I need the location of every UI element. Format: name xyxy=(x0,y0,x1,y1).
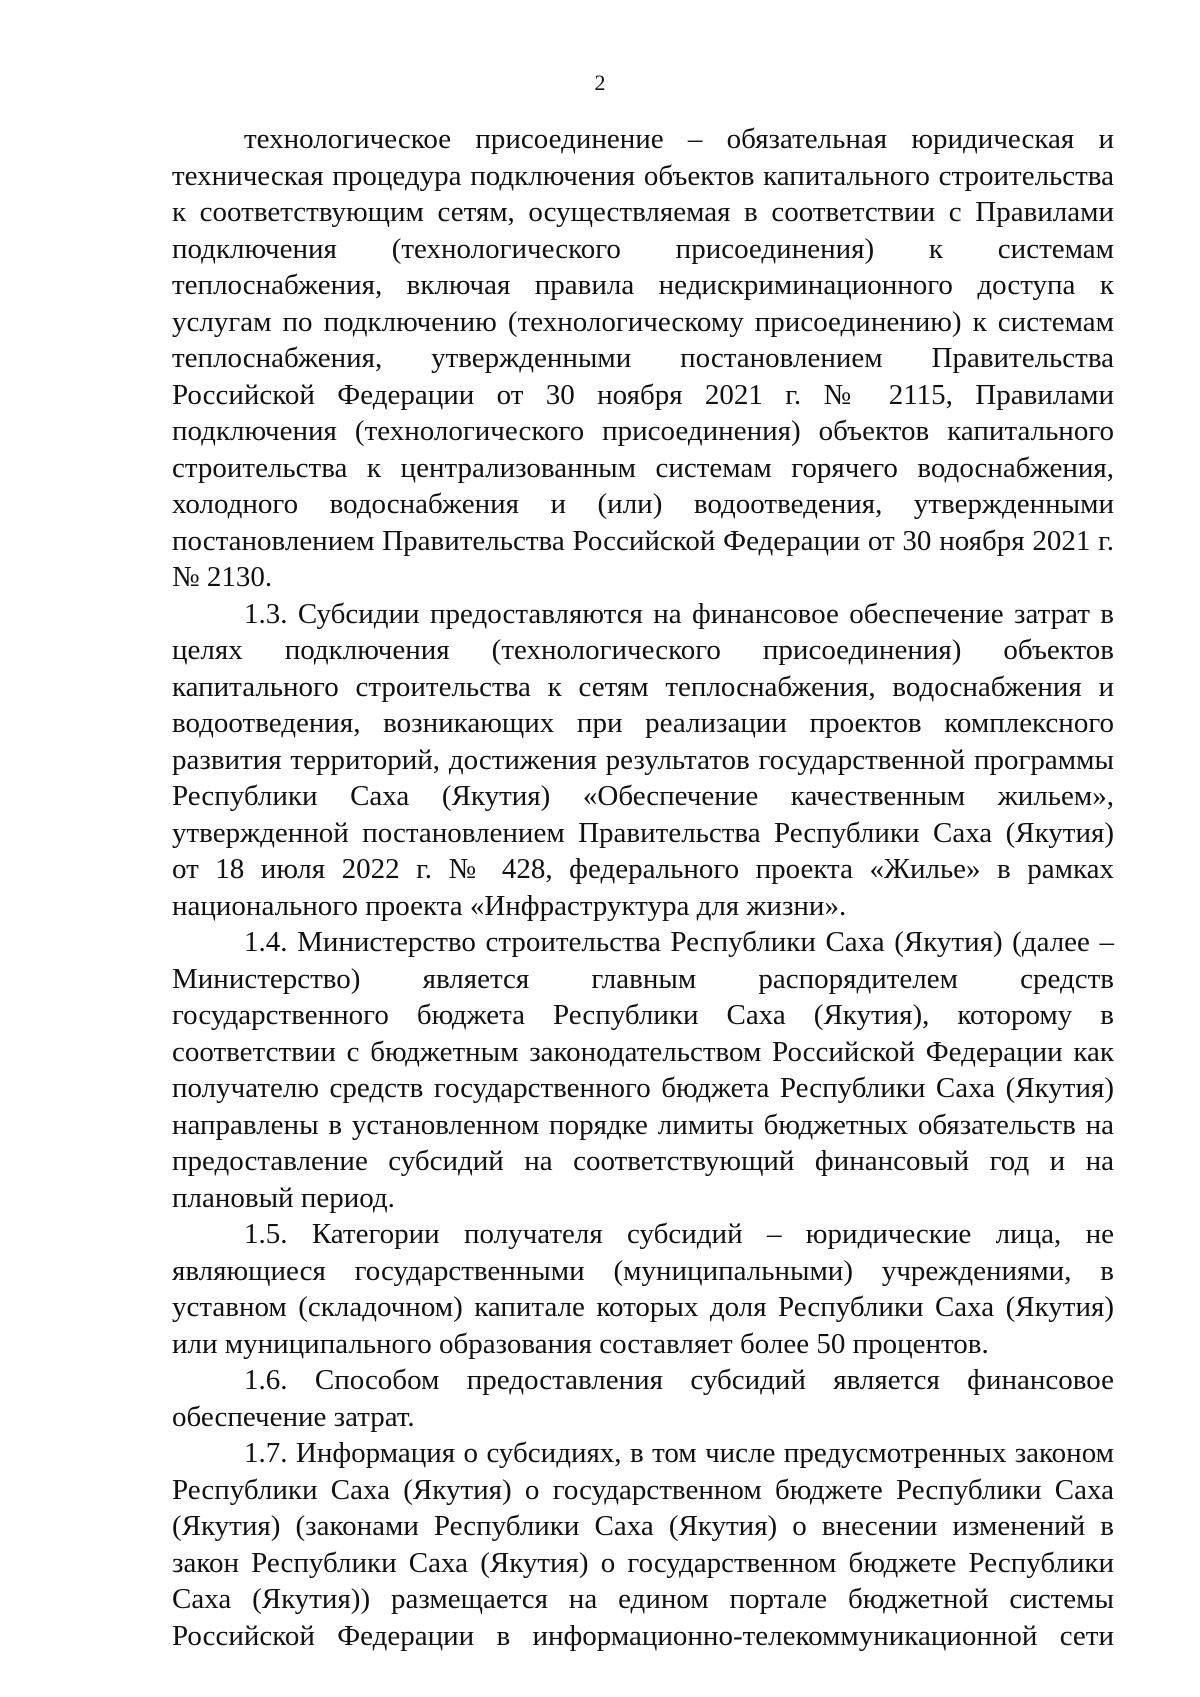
page-number: 2 xyxy=(594,70,606,95)
paragraph-clause-1-3: 1.3. Субсидии предоставляются на финансовое обеспечение затрат в целях подключения (технологического присоединения) объектов капитального строительства к сетям теплоснабжения, водоснабжения и водоотведения, возникающих при реализации проектов комплексного развития территорий, достижения результатов государственной программы Республики Саха (Якутия) «Обеспечение качественным жильем», утвержденной постановлением Правительства Республики Саха (Якутия) от 18 июля 2022 г. № 428, федерального проекта «Жилье» в рамках национального проекта «Инфраструктура для жизни». xyxy=(172,597,1114,922)
paragraph-clause-1-7: 1.7. Информация о субсидиях, в том числе предусмотренных законом Республики Саха (Якутия) о государственном бюджете Республики Саха (Якутия) (законами Республики Саха (Якутия) о внесении изменений в закон Республики Саха (Якутия) о государственном бюджете Республики Саха (Якутия)) размещается на едином портале бюджетной системы Российской Федерации в информационно-телекоммуникационной сети xyxy=(172,1437,1114,1652)
paragraph-definition-tech-connection: технологическое присоединение – обязательная юридическая и техническая процедура подключения объектов капитального строительства к соответствующим сетям, осуществляемая в соответствии с Правилами подключения (технологического присоединения) к системам теплоснабжения, включая правила недискриминационного доступа к услугам по подключению (технологическому присоединению) к системам теплоснабжения, утвержденными постановлением Правительства Российской Федерации от 30 ноября 2021 г. № 2115, Правилами подключения (технологического присоединения) объектов капитального строительства к централизованным системам горячего водоснабжения, холодного водоснабжения и (или) водоотведения, утвержденными постановлением Правительства Российской Федерации от 30 ноября 2021 г. № 2130. xyxy=(172,123,1114,593)
paragraph-clause-1-4: 1.4. Министерство строительства Республики Саха (Якутия) (далее – Министерство) является главным распорядителем средств государственного бюджета Республики Саха (Якутия), которому в соответствии с бюджетным законодательством Российской Федерации как получателю средств государственного бюджета Республики Саха (Якутия) направлены в установленном порядке лимиты бюджетных обязательств на предоставление субсидий на соответствующий финансовый год и на плановый период. xyxy=(172,926,1114,1214)
paragraph-clause-1-5: 1.5. Категории получателя субсидий – юридические лица, не являющиеся государственными (муниципальными) учреждениями, в уставном (складочном) капитале которых доля Республики Саха (Якутия) или муниципального образования составляет более 50 процентов. xyxy=(172,1218,1114,1360)
document-body xyxy=(172,121,1114,1654)
paragraph-clause-1-6: 1.6. Способом предоставления субсидий является финансовое обеспечение затрат. xyxy=(172,1364,1114,1433)
